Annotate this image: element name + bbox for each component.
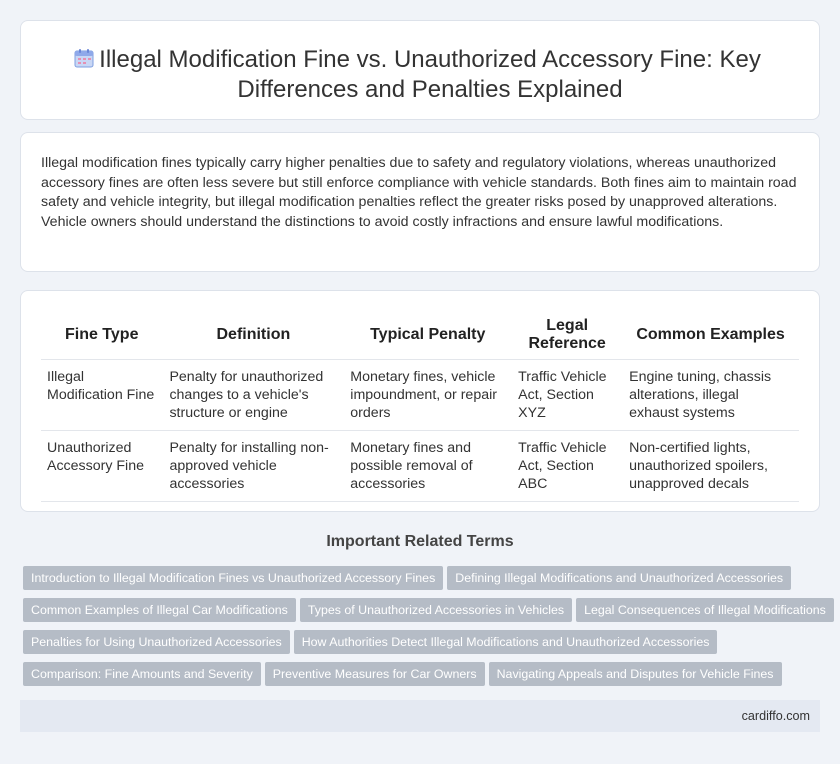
related-term-link[interactable]: Penalties for Using Unauthorized Accessories [23, 630, 290, 654]
header-typical-penalty: Typical Penalty [344, 311, 512, 360]
table-row [41, 360, 799, 431]
related-term-link[interactable]: How Authorities Detect Illegal Modifications and Unauthorized Accessories [294, 630, 718, 654]
table-cell: Monetary fines and possible removal of accessories [344, 431, 512, 502]
tag-row [23, 630, 823, 662]
footer [20, 700, 820, 732]
related-terms-heading: Important Related Terms [326, 533, 514, 550]
table-cell: Illegal Modification Fine [41, 360, 163, 431]
header-common-examples: Common Examples [623, 311, 799, 360]
title-card [20, 20, 820, 120]
table-cell: Engine tuning, chassis alterations, illegal exhaust systems [623, 360, 799, 431]
summary-text: Illegal modification fines typically carry higher penalties due to safety and regulatory violations, whereas unauthorized accessory fines are often less severe but still enforce compliance with vehicle standards. Both fines aim to maintain road safety and vehicle integrity, but illegal modification penalties reflect the greater risks posed by unapproved alterations. Vehicle owners should understand the distinctions to avoid costly infractions and ensure lawful modifications. [41, 155, 797, 230]
tag-row [23, 598, 826, 630]
table-cell: Traffic Vehicle Act, Section ABC [512, 431, 623, 502]
related-term-link[interactable]: Legal Consequences of Illegal Modifications [576, 598, 834, 622]
comparison-table-card [20, 290, 820, 512]
related-term-link[interactable]: Navigating Appeals and Disputes for Vehicle Fines [489, 662, 782, 686]
page-title: Illegal Modification Fine vs. Unauthorized Accessory Fine: Key Differences and Penalties Explained [99, 46, 761, 103]
table-cell: Penalty for unauthorized changes to a vehicle's structure or engine [163, 360, 344, 431]
comparison-table [41, 311, 799, 502]
related-term-link[interactable]: Common Examples of Illegal Car Modifications [23, 598, 296, 622]
table-cell: Unauthorized Accessory Fine [41, 431, 163, 502]
table-row [41, 431, 799, 502]
site-domain[interactable]: cardiffo.com [741, 709, 810, 723]
tag-row [23, 566, 823, 598]
related-term-link[interactable]: Introduction to Illegal Modification Fines vs Unauthorized Accessory Fines [23, 566, 443, 590]
table-cell: Monetary fines, vehicle impoundment, or repair orders [344, 360, 512, 431]
table-header-row [41, 311, 799, 360]
table-cell: Penalty for installing non-approved vehicle accessories [163, 431, 344, 502]
table-cell: Non-certified lights, unauthorized spoilers, unapproved decals [623, 431, 799, 502]
related-term-link[interactable]: Comparison: Fine Amounts and Severity [23, 662, 261, 686]
related-terms-list [23, 566, 826, 694]
header-definition: Definition [163, 311, 344, 360]
tag-row [23, 662, 823, 694]
header-fine-type: Fine Type [41, 311, 163, 360]
related-term-link[interactable]: Types of Unauthorized Accessories in Vehicles [300, 598, 572, 622]
header-legal-reference: Legal Reference [512, 311, 623, 360]
summary-card [20, 132, 820, 272]
related-term-link[interactable]: Preventive Measures for Car Owners [265, 662, 485, 686]
table-cell: Traffic Vehicle Act, Section XYZ [512, 360, 623, 431]
related-term-link[interactable]: Defining Illegal Modifications and Unauthorized Accessories [447, 566, 791, 590]
